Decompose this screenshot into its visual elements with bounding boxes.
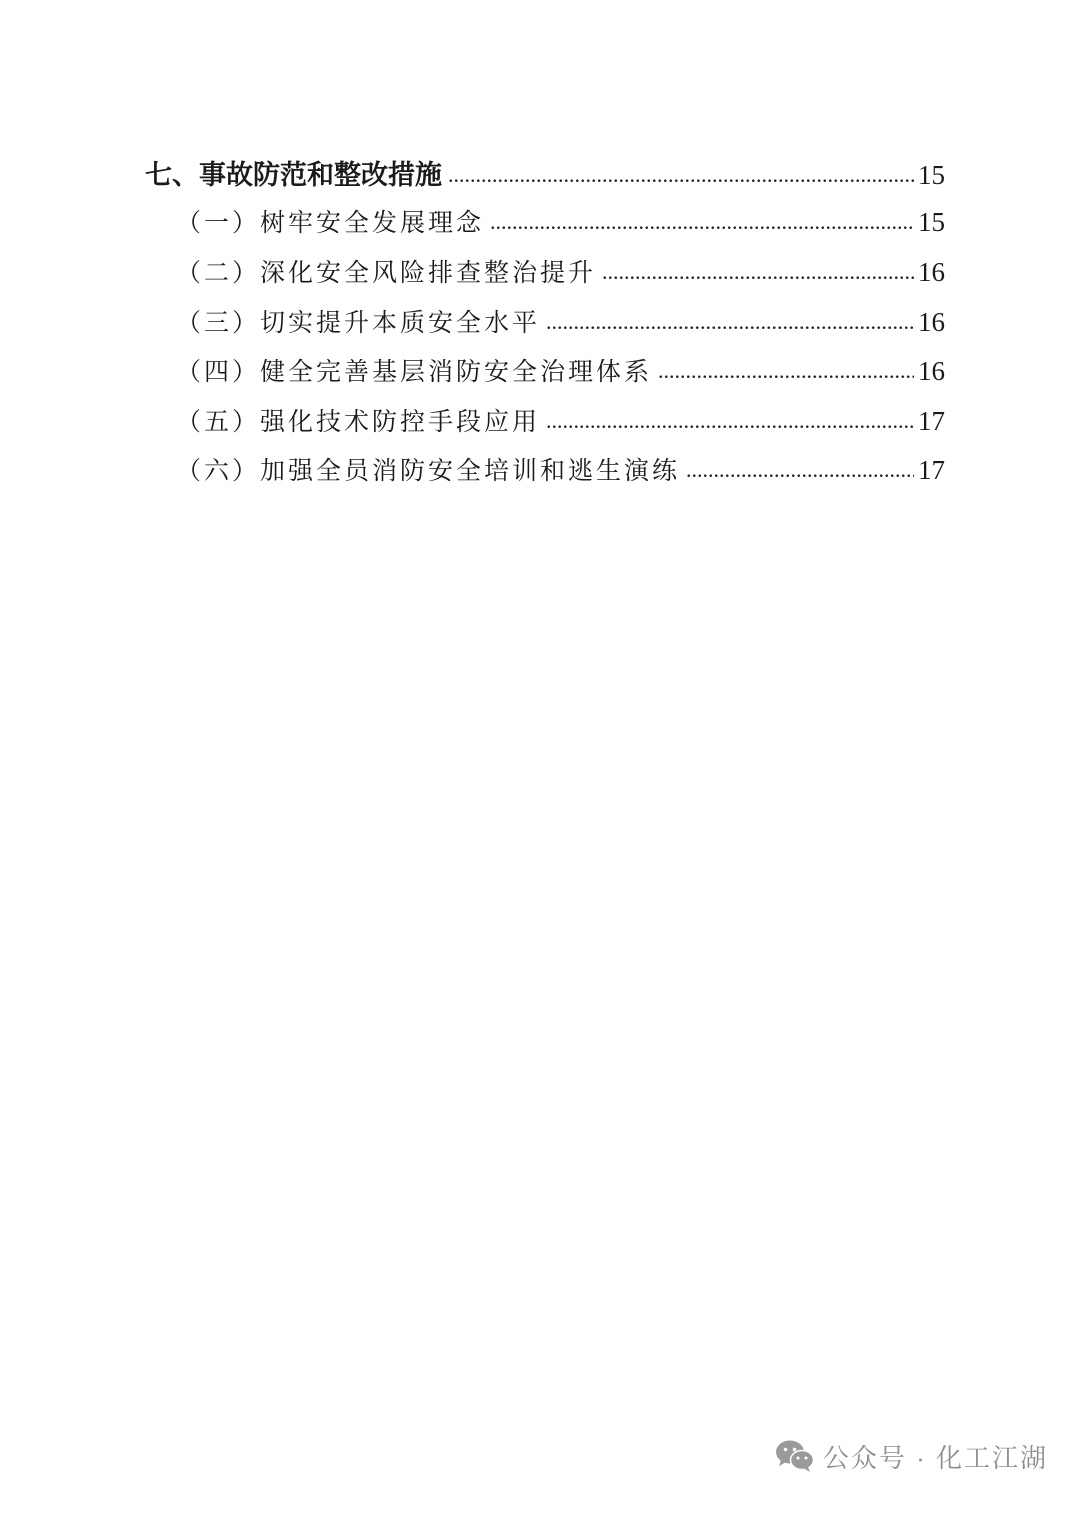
toc-leader-dots [546, 309, 914, 335]
toc-item-title: （六）加强全员消防安全培训和逃生演练 [176, 456, 681, 485]
toc-item-title: （二）深化安全风险排查整治提升 [176, 258, 597, 287]
toc-item[interactable] [176, 203, 945, 243]
toc-page-number: 16 [918, 307, 945, 337]
toc-item-title: （一）树牢安全发展理念 [176, 208, 485, 237]
toc-leader-dots [546, 408, 914, 434]
toc-item[interactable] [176, 253, 945, 293]
toc-item-title: （三）切实提升本质安全水平 [176, 308, 541, 337]
toc-page-number: 16 [918, 257, 945, 287]
toc-item[interactable] [176, 352, 945, 392]
toc-page-number: 15 [918, 160, 945, 190]
toc-leader-dots [490, 209, 914, 235]
wechat-watermark [775, 1434, 1048, 1478]
toc-page-number: 17 [918, 406, 945, 436]
toc-leader-dots [602, 259, 914, 285]
wechat-icon [775, 1439, 815, 1473]
toc-leader-dots [448, 162, 914, 188]
toc-item[interactable] [176, 303, 945, 343]
toc-item-title: （五）强化技术防控手段应用 [176, 407, 541, 436]
toc-item[interactable] [176, 451, 945, 491]
toc-section-heading[interactable] [145, 153, 945, 193]
toc-section-title: 七、事故防范和整改措施 [145, 160, 442, 191]
toc-leader-dots [658, 358, 914, 384]
toc-page-number: 17 [918, 455, 945, 485]
watermark-text: 公众号 · 化工江湖 [822, 1442, 1048, 1473]
toc-leader-dots [686, 457, 914, 483]
toc-page-number: 16 [918, 356, 945, 386]
toc-item-title: （四）健全完善基层消防安全治理体系 [176, 357, 653, 386]
toc-page-number: 15 [918, 207, 945, 237]
toc-item[interactable] [176, 402, 945, 442]
